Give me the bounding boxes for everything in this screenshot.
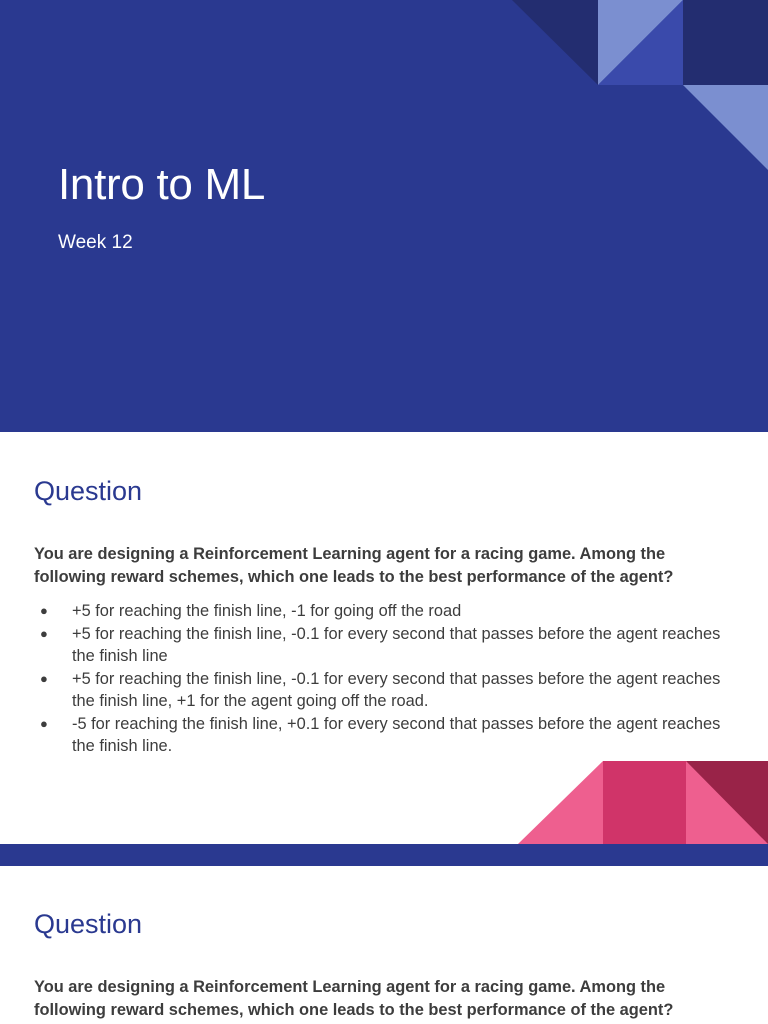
answer-option-text: +5 for reaching the finish line, -1 for going off the road bbox=[72, 602, 462, 620]
presentation-title: Intro to ML bbox=[58, 160, 266, 209]
bullet-icon: ● bbox=[40, 670, 48, 686]
title-slide bbox=[0, 0, 768, 432]
bottom-triangle-decoration bbox=[0, 432, 768, 844]
question-prompt: You are designing a Reinforcement Learning agent for a racing game. Among the following reward schemes, which one leads to the best performance of the agent? bbox=[34, 545, 674, 586]
bullet-icon: ● bbox=[40, 625, 48, 641]
corner-triangle-decoration bbox=[0, 0, 768, 432]
presentation-subtitle: Week 12 bbox=[58, 232, 133, 253]
question-prompt: You are designing a Reinforcement Learning agent for a racing game. Among the following reward schemes, which one leads to the best performance of the agent? bbox=[34, 978, 674, 1019]
bullet-icon: ● bbox=[40, 603, 48, 618]
answer-option-text: +5 for reaching the finish line, -0.1 for every second that passes before the agent reaches the finish line bbox=[72, 624, 721, 665]
slide-heading: Question bbox=[34, 476, 143, 506]
answer-option-text: -5 for reaching the finish line, +0.1 for every second that passes before the agent reaches the finish line. bbox=[72, 714, 721, 755]
answer-option-text: +5 for reaching the finish line, -0.1 for every second that passes before the agent reaches the finish line, +1 for the agent going off the road. bbox=[72, 669, 721, 710]
question-slide bbox=[0, 866, 768, 1024]
question-slide bbox=[0, 432, 768, 844]
bullet-icon: ● bbox=[40, 715, 48, 731]
slide-separator-band bbox=[0, 844, 768, 866]
slide-heading: Question bbox=[34, 909, 143, 939]
